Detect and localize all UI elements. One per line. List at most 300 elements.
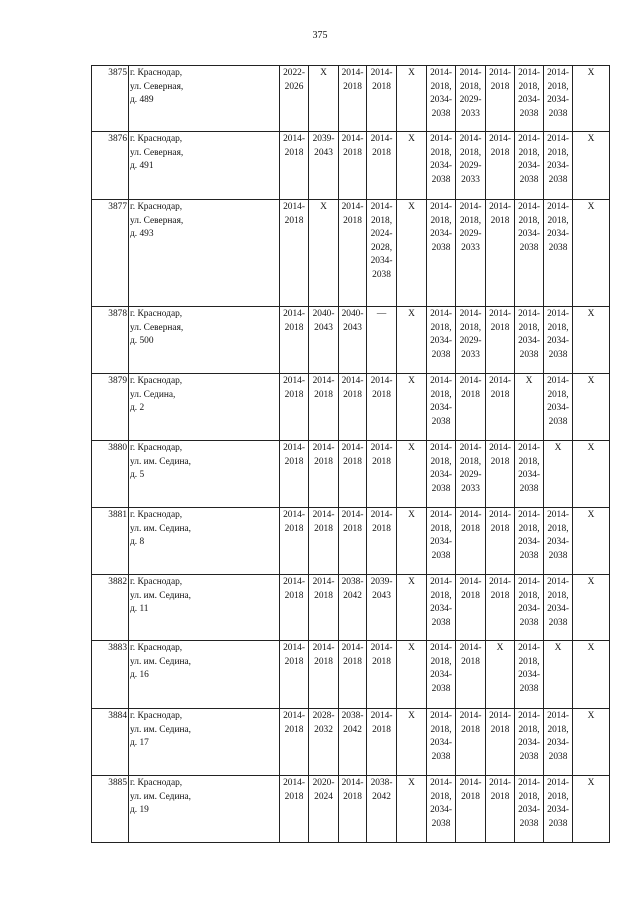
- period-line: 2034-: [518, 670, 540, 680]
- period-line: 2014-: [283, 309, 305, 319]
- period-cell: [280, 508, 309, 575]
- period-cell: [427, 641, 456, 709]
- period-line: 2014-: [341, 68, 364, 78]
- address-cell: [129, 709, 280, 776]
- period-line: X: [408, 643, 415, 653]
- period-line: 2034-: [547, 403, 569, 413]
- period-cell: [339, 132, 367, 200]
- period-line: 2014-: [489, 134, 511, 144]
- table-row: [92, 709, 610, 776]
- period-line: 2018,: [459, 456, 482, 467]
- table-row: [92, 307, 610, 374]
- row-number: 3877: [92, 200, 129, 307]
- period-line: 2018: [314, 389, 333, 400]
- period-line: 2018: [461, 590, 480, 601]
- address-line: ул. Северная,: [130, 322, 184, 333]
- period-cell: [486, 776, 515, 843]
- address-line: д. 500: [130, 336, 154, 346]
- period-line: 2014-: [370, 510, 393, 520]
- period-cell: [367, 776, 397, 843]
- period-line: X: [408, 376, 415, 386]
- period-line: 2038: [519, 751, 539, 762]
- period-line: 2034-: [547, 738, 569, 748]
- period-cell: [339, 508, 367, 575]
- period-line: 2033: [461, 108, 480, 119]
- period-line: 2034-: [518, 805, 540, 815]
- period-cell: [486, 132, 515, 200]
- period-line: 2018,: [547, 724, 569, 735]
- period-line: 2018: [284, 147, 304, 158]
- period-line: 2018: [343, 215, 362, 226]
- period-line: 2034-: [547, 229, 569, 239]
- period-line: 2038: [431, 174, 451, 185]
- period-line: 2018: [343, 456, 362, 467]
- period-cell: [280, 132, 309, 200]
- period-line: 2034-: [547, 537, 569, 547]
- period-line: 2038: [548, 617, 568, 628]
- period-line: 2024: [314, 791, 333, 802]
- address-line: ул. им. Седина,: [130, 456, 191, 467]
- table-row: [92, 200, 610, 307]
- period-line: 2018,: [430, 590, 452, 601]
- period-cell: [309, 641, 339, 709]
- period-cell: [280, 641, 309, 709]
- period-cell: [486, 709, 515, 776]
- address-line: г. Краснодар,: [130, 643, 183, 653]
- period-cell: [397, 307, 427, 374]
- period-line: 2014-: [459, 376, 482, 386]
- period-cell: [544, 508, 573, 575]
- period-line: 2018: [372, 389, 391, 400]
- address-line: г. Краснодар,: [130, 376, 183, 386]
- period-line: 2014-: [547, 577, 569, 587]
- row-number: 3880: [92, 441, 129, 508]
- address-line: д. 16: [130, 670, 149, 680]
- address-line: д. 491: [130, 161, 154, 171]
- period-line: 2018,: [518, 215, 540, 226]
- period-line: 2034-: [430, 403, 452, 413]
- period-line: 2043: [314, 147, 333, 158]
- address-line: д. 8: [130, 537, 145, 547]
- period-line: 2018,: [430, 215, 452, 226]
- period-cell: [486, 66, 515, 132]
- period-line: 2033: [461, 242, 480, 253]
- period-cell: [456, 709, 486, 776]
- period-line: 2018,: [518, 656, 540, 667]
- period-line: 2018: [372, 523, 391, 534]
- period-line: 2018: [490, 147, 510, 158]
- period-cell: [515, 200, 544, 307]
- period-line: X: [587, 134, 595, 144]
- period-cell: [367, 200, 397, 307]
- period-cell: [544, 709, 573, 776]
- period-line: 2014-: [341, 778, 364, 788]
- address-cell: [129, 641, 280, 709]
- period-line: 2034-: [430, 336, 452, 346]
- address-line: ул. Северная,: [130, 147, 184, 158]
- period-line: 2018: [314, 656, 333, 667]
- period-line: X: [408, 134, 415, 144]
- period-line: 2014-: [283, 711, 305, 721]
- period-line: X: [320, 68, 327, 78]
- period-line: 2018: [343, 791, 362, 802]
- period-line: 2018: [372, 147, 391, 158]
- period-line: 2014-: [489, 376, 511, 386]
- period-line: 2018,: [518, 81, 540, 92]
- period-line: 2014-: [459, 711, 482, 721]
- period-cell: [544, 641, 573, 709]
- period-cell: [280, 776, 309, 843]
- period-line: 2038: [519, 108, 539, 119]
- period-cell: [309, 200, 339, 307]
- period-line: 2034-: [430, 95, 452, 105]
- period-line: 2014-: [459, 778, 482, 788]
- period-cell: [515, 66, 544, 132]
- address-line: д. 489: [130, 95, 154, 105]
- period-cell: [486, 441, 515, 508]
- period-line: 2033: [461, 174, 480, 185]
- period-line: 2018,: [518, 724, 540, 735]
- period-line: X: [587, 309, 595, 319]
- period-cell: [367, 132, 397, 200]
- period-line: 2034-: [518, 604, 540, 614]
- table-row: [92, 776, 610, 843]
- period-line: 2034-: [430, 604, 452, 614]
- period-cell: [339, 776, 367, 843]
- address-line: д. 11: [130, 604, 149, 614]
- period-line: 2018,: [547, 590, 569, 601]
- period-line: X: [320, 202, 327, 212]
- period-line: 2018,: [547, 147, 569, 158]
- period-cell: [367, 508, 397, 575]
- period-line: 2018: [372, 81, 391, 92]
- table-row: [92, 132, 610, 200]
- period-cell: [280, 709, 309, 776]
- period-cell: [544, 374, 573, 441]
- period-line: 2018: [314, 590, 333, 601]
- period-line: X: [408, 443, 415, 453]
- period-line: 2034-: [518, 95, 540, 105]
- period-cell: [456, 307, 486, 374]
- period-cell: [367, 66, 397, 132]
- period-line: 2014-: [370, 68, 393, 78]
- period-cell: [367, 374, 397, 441]
- period-line: 2014-: [518, 711, 540, 721]
- period-cell: [280, 307, 309, 374]
- period-line: 2018: [284, 724, 304, 735]
- row-number: 3878: [92, 307, 129, 374]
- period-line: 2018,: [459, 322, 482, 333]
- period-line: 2038: [431, 416, 451, 427]
- period-line: 2018: [372, 456, 391, 467]
- period-line: 2014-: [283, 443, 305, 453]
- period-cell: [544, 441, 573, 508]
- period-line: 2014-: [341, 443, 364, 453]
- period-line: X: [408, 711, 415, 721]
- period-cell: [515, 575, 544, 641]
- address-line: д. 17: [130, 738, 149, 748]
- period-line: 2014-: [283, 510, 305, 520]
- period-line: 2018: [461, 791, 480, 802]
- period-line: 2034-: [518, 161, 540, 171]
- period-line: 2034-: [518, 738, 540, 748]
- period-line: 2018,: [430, 147, 452, 158]
- period-line: X: [408, 510, 415, 520]
- period-line: X: [587, 778, 595, 788]
- period-line: 2014-: [489, 309, 511, 319]
- address-cell: [129, 307, 280, 374]
- period-cell: [427, 776, 456, 843]
- period-cell: [573, 200, 610, 307]
- address-line: г. Краснодар,: [130, 577, 183, 587]
- period-cell: [544, 200, 573, 307]
- period-line: 2034-: [370, 256, 393, 266]
- address-cell: [129, 200, 280, 307]
- address-line: г. Краснодар,: [130, 68, 183, 78]
- period-line: 2038: [431, 751, 451, 762]
- period-line: 2038: [519, 483, 539, 494]
- period-line: 2018: [343, 81, 362, 92]
- period-cell: [339, 307, 367, 374]
- period-cell: [573, 307, 610, 374]
- page-number: 375: [312, 30, 328, 41]
- period-line: 2014-: [430, 134, 452, 144]
- period-cell: [573, 575, 610, 641]
- address-cell: [129, 441, 280, 508]
- period-cell: [573, 641, 610, 709]
- address-line: д. 493: [130, 229, 154, 239]
- period-line: 2014-: [489, 711, 511, 721]
- period-line: 2018: [490, 215, 510, 226]
- period-cell: [309, 575, 339, 641]
- period-line: 2014-: [489, 68, 511, 78]
- period-line: 2018,: [430, 791, 452, 802]
- period-cell: [397, 132, 427, 200]
- period-line: 2014-: [547, 309, 569, 319]
- period-line: 2034-: [518, 336, 540, 346]
- period-line: 2038: [548, 751, 568, 762]
- address-line: г. Краснодар,: [130, 202, 183, 212]
- period-line: 2018: [490, 322, 510, 333]
- period-line: 2014-: [459, 309, 482, 319]
- period-line: 2038: [431, 818, 451, 829]
- period-line: 2014-: [430, 376, 452, 386]
- period-line: 2014-: [283, 134, 305, 144]
- address-line: г. Краснодар,: [130, 711, 183, 721]
- period-line: 2014-: [489, 443, 511, 453]
- period-line: 2039-: [370, 577, 393, 587]
- period-line: 2014-: [430, 643, 452, 653]
- period-line: 2038: [519, 818, 539, 829]
- period-line: 2018: [490, 590, 510, 601]
- period-cell: [427, 66, 456, 132]
- address-line: ул. Северная,: [130, 215, 184, 226]
- period-line: 2014-: [518, 309, 540, 319]
- period-line: X: [587, 376, 595, 386]
- period-line: 2028-: [312, 711, 335, 721]
- period-line: 2014-: [547, 711, 569, 721]
- period-line: 2014-: [370, 443, 393, 453]
- period-line: 2018,: [518, 322, 540, 333]
- period-line: 2014-: [518, 202, 540, 212]
- period-line: 2014-: [489, 510, 511, 520]
- period-line: 2026: [284, 81, 304, 92]
- period-line: 2014-: [283, 778, 305, 788]
- period-cell: [573, 441, 610, 508]
- period-line: 2042: [343, 724, 362, 735]
- period-line: 2014-: [312, 443, 335, 453]
- period-line: 2040-: [312, 309, 335, 319]
- period-line: 2018: [372, 724, 391, 735]
- period-cell: [397, 441, 427, 508]
- period-line: 2034-: [547, 805, 569, 815]
- period-line: 2014-: [341, 134, 364, 144]
- period-line: 2038: [519, 683, 539, 694]
- address-line: ул. Седина,: [130, 389, 176, 400]
- period-line: 2014-: [430, 443, 452, 453]
- period-line: 2014-: [430, 778, 452, 788]
- period-cell: [515, 508, 544, 575]
- period-line: 2014-: [547, 68, 569, 78]
- period-line: X: [408, 577, 415, 587]
- period-line: 2024-: [370, 229, 393, 239]
- address-line: г. Краснодар,: [130, 778, 183, 788]
- period-line: 2029-: [459, 95, 482, 105]
- period-line: 2038: [548, 818, 568, 829]
- period-line: 2032: [314, 724, 333, 735]
- period-line: 2018: [343, 656, 362, 667]
- period-line: 2014-: [370, 134, 393, 144]
- period-cell: [486, 641, 515, 709]
- period-line: 2014-: [430, 510, 452, 520]
- period-line: 2038: [431, 349, 451, 360]
- period-cell: [515, 132, 544, 200]
- period-line: 2034-: [430, 161, 452, 171]
- period-line: 2029-: [459, 470, 482, 480]
- period-line: 2034-: [547, 336, 569, 346]
- period-cell: [427, 200, 456, 307]
- period-line: 2018: [284, 590, 304, 601]
- period-line: 2014-: [547, 778, 569, 788]
- address-cell: [129, 132, 280, 200]
- period-cell: [486, 200, 515, 307]
- address-line: г. Краснодар,: [130, 309, 183, 319]
- period-cell: [515, 374, 544, 441]
- period-line: 2018,: [430, 724, 452, 735]
- period-cell: [280, 66, 309, 132]
- table-row: [92, 441, 610, 508]
- address-line: ул. Северная,: [130, 81, 184, 92]
- period-line: 2034-: [430, 805, 452, 815]
- period-line: 2018,: [370, 215, 393, 226]
- table-row: [92, 66, 610, 132]
- period-line: 2029-: [459, 229, 482, 239]
- period-line: 2018: [372, 656, 391, 667]
- address-cell: [129, 575, 280, 641]
- period-line: 2018: [343, 389, 362, 400]
- period-cell: [367, 575, 397, 641]
- period-line: 2038: [548, 242, 568, 253]
- period-line: 2038: [431, 483, 451, 494]
- period-line: 2038: [431, 683, 451, 694]
- period-line: 2034-: [518, 470, 540, 480]
- period-line: X: [587, 711, 595, 721]
- row-number: 3881: [92, 508, 129, 575]
- period-cell: [309, 307, 339, 374]
- period-line: 2018: [461, 724, 480, 735]
- period-line: 2014-: [283, 202, 305, 212]
- period-cell: [515, 709, 544, 776]
- period-line: X: [554, 443, 562, 453]
- period-cell: [456, 200, 486, 307]
- period-cell: [397, 776, 427, 843]
- period-line: 2043: [372, 590, 391, 601]
- period-line: 2018,: [459, 147, 482, 158]
- period-line: 2018,: [430, 656, 452, 667]
- period-line: 2034-: [547, 604, 569, 614]
- period-line: 2042: [372, 791, 391, 802]
- period-line: 2034-: [518, 229, 540, 239]
- table-row: [92, 641, 610, 709]
- period-line: X: [587, 510, 595, 520]
- period-line: 2018: [284, 523, 304, 534]
- period-cell: [309, 709, 339, 776]
- period-line: 2014-: [459, 443, 482, 453]
- period-line: 2018,: [430, 456, 452, 467]
- period-line: 2014-: [518, 778, 540, 788]
- period-line: 2014-: [341, 202, 364, 212]
- row-number: 3885: [92, 776, 129, 843]
- period-line: 2038: [431, 550, 451, 561]
- period-cell: [339, 641, 367, 709]
- address-line: д. 5: [130, 470, 145, 480]
- period-line: 2014-: [341, 376, 364, 386]
- period-line: 2014-: [341, 643, 364, 653]
- row-number: 3884: [92, 709, 129, 776]
- period-line: 2038: [548, 108, 568, 119]
- period-cell: [367, 307, 397, 374]
- period-line: X: [587, 443, 595, 453]
- period-cell: [309, 508, 339, 575]
- period-line: 2018: [284, 389, 304, 400]
- period-line: 2014-: [430, 202, 452, 212]
- period-line: —: [376, 309, 387, 319]
- period-line: 2014-: [283, 577, 305, 587]
- period-cell: [573, 66, 610, 132]
- period-line: 2014-: [547, 134, 569, 144]
- period-cell: [427, 709, 456, 776]
- period-line: 2014-: [283, 376, 305, 386]
- period-cell: [309, 132, 339, 200]
- period-cell: [339, 575, 367, 641]
- period-line: 2014-: [547, 202, 569, 212]
- period-line: 2014-: [370, 711, 393, 721]
- period-line: 2018: [343, 147, 362, 158]
- period-line: 2038: [431, 617, 451, 628]
- period-cell: [427, 508, 456, 575]
- address-line: д. 2: [130, 403, 145, 413]
- period-line: 2038: [519, 242, 539, 253]
- address-cell: [129, 374, 280, 441]
- period-line: X: [587, 643, 595, 653]
- period-line: 2018,: [518, 590, 540, 601]
- period-cell: [280, 200, 309, 307]
- period-line: 2018: [490, 791, 510, 802]
- period-line: 2014-: [370, 376, 393, 386]
- period-line: 2014-: [518, 643, 540, 653]
- period-line: 2014-: [312, 376, 335, 386]
- period-line: 2018,: [430, 81, 452, 92]
